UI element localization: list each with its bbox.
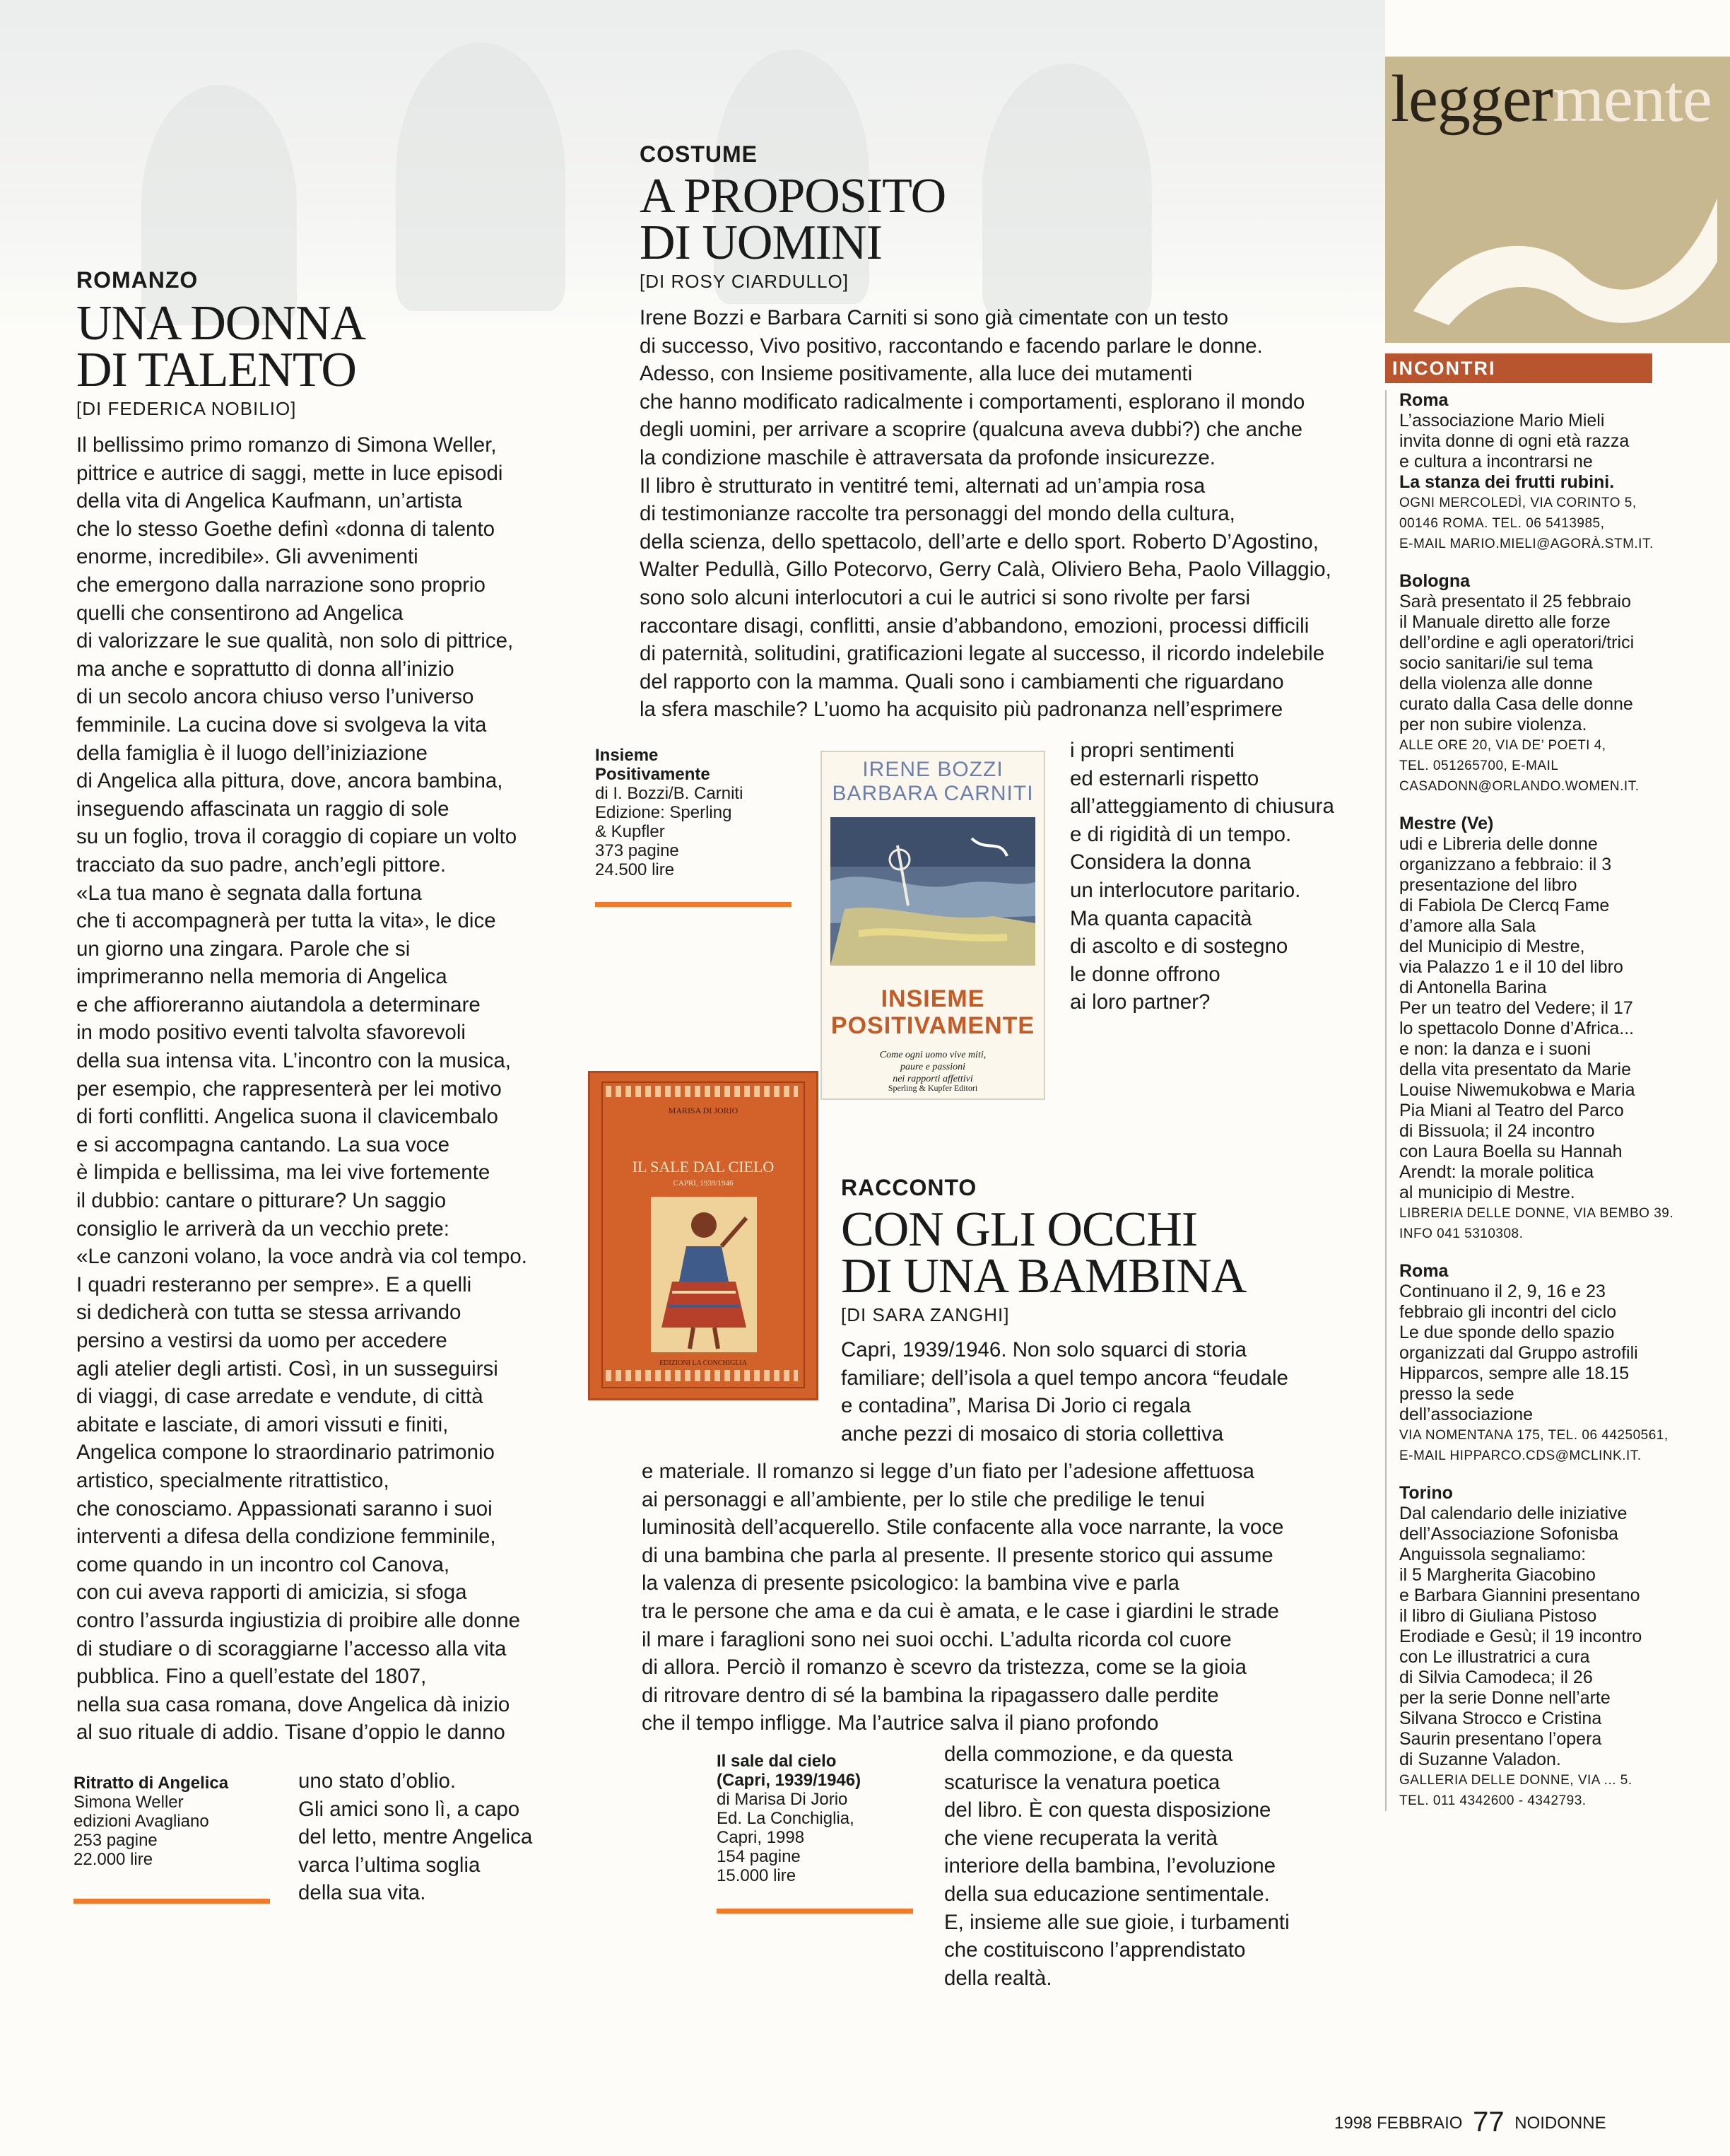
- event-line: Per un teatro del Vedere; il 17: [1399, 998, 1633, 1018]
- body-line: I quadri resteranno per sempre». E a quelli: [76, 1272, 472, 1296]
- book-info: [73, 1774, 271, 1869]
- event-contact: VIA NOMENTANA 175, TEL. 06 44250561,: [1399, 1428, 1669, 1443]
- cover-painting: [830, 817, 1035, 966]
- event-line: socio sanitari/ie sul tema: [1399, 653, 1593, 673]
- event-line: Dal calendario delle iniziative: [1399, 1504, 1628, 1523]
- body-line: e si accompagna cantando. La sua voce: [76, 1132, 450, 1156]
- body-line: di una bambina che parla al presente. Il presente storico qui assume: [642, 1543, 1273, 1567]
- cover-subtitle: Come ogni uomo vive miti,: [879, 1050, 987, 1060]
- article-byline: [DI FEDERICA NOBILIO]: [76, 398, 297, 419]
- body-line: Adesso, con Insieme positivamente, alla luce dei mutamenti: [640, 362, 1193, 386]
- body-line: tra le persone che ama e da cui è amata, e le case i giardini le strade: [642, 1599, 1279, 1623]
- body-line: che hanno modificato radicalmente i comportamenti, esplorano il mondo: [640, 389, 1305, 414]
- body-line: che conosciamo. Appassionati saranno i suoi: [76, 1496, 493, 1521]
- event-line: organizzati dal Gruppo astrofili: [1399, 1343, 1638, 1363]
- body-line: ai personaggi e all’ambiente, per lo stile che predilige le tenui: [642, 1487, 1205, 1511]
- event-line: udi e Libreria delle donne: [1399, 834, 1598, 854]
- body-line: E, insieme alle sue gioie, i turbamenti: [944, 1910, 1290, 1934]
- article-title: [76, 296, 571, 397]
- article-body: [640, 304, 1382, 724]
- event-line: di Silvia Camodeca; il 26: [1399, 1668, 1593, 1687]
- body-line: di studiare o di scoraggiarne l’accesso alla vita: [76, 1636, 507, 1660]
- body-line: di ritrovare dentro di sé la bambina la ripagassero dalle perdite: [642, 1683, 1219, 1707]
- article-kicker: RACCONTO: [841, 1175, 977, 1200]
- body-line: e di rigidità di un tempo.: [1070, 822, 1292, 846]
- cover-title: INSIEME: [881, 985, 985, 1012]
- event-line: organizzano a febbraio: il 3: [1399, 855, 1612, 874]
- body-line: all’atteggiamento di chiusura: [1070, 795, 1334, 819]
- body-line: della realtà.: [944, 1966, 1052, 1990]
- event-line: Arendt: la morale politica: [1399, 1162, 1594, 1182]
- article-body-tail: [944, 1740, 1290, 1992]
- event-contact: E-MAIL HIPPARCO.CDS@MCLINK.IT.: [1399, 1448, 1642, 1463]
- body-line: «Le canzoni volano, la voce andrà via col tempo.: [76, 1245, 527, 1269]
- book-info-line: Ed. La Conchiglia,: [717, 1809, 854, 1828]
- article-title: [640, 169, 1382, 270]
- body-line: Il bellissimo primo romanzo di Simona Weller,: [76, 433, 497, 457]
- event-line: di Fabiola De Clercq Fame: [1399, 896, 1610, 915]
- body-line: della famiglia è il luogo dell’iniziazione: [76, 741, 428, 765]
- accent-bar: [595, 902, 792, 907]
- body-line: sono solo alcuni interlocutori a cui le autrici si sono rivolte per farsi: [640, 585, 1251, 609]
- book-cover-sale: [588, 1071, 818, 1400]
- article-kicker: ROMANZO: [76, 267, 199, 293]
- body-line: Il libro è strutturato in ventitré temi, alternati ad un’ampia rosa: [640, 474, 1206, 498]
- event-line: Silvana Strocco e Cristina: [1399, 1709, 1602, 1728]
- body-line: di valorizzare le sue qualità, non solo di pittrice,: [76, 629, 514, 653]
- event-line: Louise Niwemukobwa e Maria: [1399, 1080, 1635, 1100]
- title-line: CON GLI OCCHI: [841, 1202, 1198, 1257]
- book-title: Insieme: [595, 746, 659, 765]
- body-line: nella sua casa romana, dove Angelica dà inizio: [76, 1692, 510, 1716]
- article-byline: [DI ROSY CIARDULLO]: [640, 271, 849, 292]
- event-contact: INFO 041 5310308.: [1399, 1226, 1524, 1241]
- book-title: Ritratto di Angelica: [73, 1774, 229, 1793]
- event-contact: LIBRERIA DELLE DONNE, VIA BEMBO 39.: [1399, 1206, 1674, 1221]
- book-info-line: Capri, 1998: [717, 1828, 805, 1847]
- book-info-line: 22.000 lire: [73, 1850, 153, 1869]
- body-line: la condizione maschile è attraversata da profonde insicurezze.: [640, 445, 1216, 469]
- event-contact: E-MAIL MARIO.MIELI@AGORÀ.STM.IT.: [1399, 537, 1654, 551]
- body-line: della sua vita.: [298, 1881, 426, 1905]
- article-body-tail: [1070, 737, 1334, 1017]
- article-costume: [640, 141, 1382, 724]
- event-contact: TEL. 011 4342600 - 4342793.: [1399, 1793, 1587, 1808]
- cover-author: MARISA DI JORIO: [668, 1106, 739, 1115]
- footer-year: 1998: [1334, 2114, 1372, 2133]
- event-line: della vita presentato da Marie: [1399, 1060, 1631, 1079]
- body-line: su un foglio, trova il coraggio di copiare un volto: [76, 825, 517, 849]
- body-line: che ti accompagnerà per tutta la vita», le dice: [76, 909, 496, 933]
- cover-publisher: EDIZIONI LA CONCHIGLIA: [659, 1359, 747, 1367]
- event-city: Bologna: [1399, 571, 1470, 591]
- event-line: il Manuale diretto alle forze: [1399, 612, 1611, 632]
- book-info-line: 253 pagine: [73, 1831, 158, 1850]
- body-line: la sfera maschile? L’uomo ha acquisito più padronanza nell’esprimere: [640, 698, 1283, 722]
- body-line: degli uomini, per arrivare a scoprire (qualcuna aveva dubbi?) che anche: [640, 418, 1302, 442]
- body-line: il dubbio: cantare o pitturare? Un saggio: [76, 1189, 447, 1213]
- body-line: ed esternarli rispetto: [1070, 766, 1259, 790]
- book-info-line: & Kupfler: [595, 822, 665, 841]
- event-line: e non: la danza e i suoni: [1399, 1039, 1591, 1059]
- article-kicker: COSTUME: [640, 141, 758, 167]
- cover-subtitle: paure e passioni: [900, 1062, 966, 1072]
- article-body: [76, 431, 571, 1747]
- body-line: di testimonianze raccolte tra personaggi del mondo della cultura,: [640, 502, 1235, 526]
- article-romanzo: [76, 267, 571, 1747]
- event-line: presso la sede: [1399, 1384, 1514, 1404]
- event-line: Saurin presentano l’opera: [1399, 1729, 1602, 1749]
- body-line: varca l’ultima soglia: [298, 1853, 481, 1877]
- article-body: [841, 1336, 1378, 1448]
- body-line: di forti conflitti. Angelica suona il clavicembalo: [76, 1105, 498, 1129]
- footer-month: FEBBRAIO: [1377, 2114, 1463, 2133]
- body-line: quelli che consentirono ad Angelica: [76, 601, 404, 625]
- event-line: e cultura a incontrarsi ne: [1399, 452, 1593, 471]
- book-info-line: Simona Weller: [73, 1793, 184, 1812]
- event-line: Sarà presentato il 25 febbraio: [1399, 592, 1631, 611]
- body-line: raccontare disagi, conflitti, ansie d’abbandono, emozioni, processi difficili: [640, 614, 1310, 638]
- event-line: via Palazzo 1 e il 10 del libro: [1399, 957, 1623, 977]
- body-line: Ma quanta capacità: [1070, 906, 1252, 930]
- body-line: e contadina”, Marisa Di Jorio ci regala: [841, 1394, 1191, 1418]
- body-line: del rapporto con la mamma. Quali sono i cambiamenti che riguardano: [640, 669, 1284, 693]
- book-title: (Capri, 1939/1946): [717, 1771, 861, 1790]
- event-line: Continuano il 2, 9, 16 e 23: [1399, 1282, 1606, 1301]
- event-line: di Suzanne Valadon.: [1399, 1750, 1561, 1769]
- accent-bar: [73, 1899, 270, 1904]
- event-line: Le due sponde dello spazio: [1399, 1323, 1615, 1342]
- body-line: un interlocutore paritario.: [1070, 878, 1301, 902]
- title-line: DI UOMINI: [640, 216, 882, 270]
- event-line: lo spettacolo Donne d’Africa...: [1399, 1019, 1635, 1038]
- body-line: femminile. La cucina dove si svolgeva la vita: [76, 713, 487, 737]
- body-line: un giorno una zingara. Parole che si: [76, 937, 411, 961]
- body-line: interventi a difesa della condizione femminile,: [76, 1525, 496, 1549]
- article-byline: [DI SARA ZANGHI]: [841, 1304, 1010, 1325]
- tilde-ornament-icon: [1385, 57, 1730, 343]
- body-line: pittrice e autrice di saggi, mette in luce episodi: [76, 461, 503, 485]
- cover-author: BARBARA CARNITI: [832, 782, 1034, 805]
- page-footer: [1334, 2107, 1606, 2138]
- body-line: le donne offrono: [1070, 962, 1220, 986]
- cover-title: IL SALE DAL CIELO: [632, 1158, 775, 1176]
- body-line: Angelica compone lo straordinario patrimonio: [76, 1441, 495, 1465]
- book-info-line: edizioni Avagliano: [73, 1812, 209, 1831]
- body-line: con cui aveva rapporti di amicizia, si sfoga: [76, 1581, 467, 1605]
- title-line: DI TALENTO: [76, 343, 356, 397]
- event-line: Anguissola segnaliamo:: [1399, 1545, 1587, 1564]
- body-line: interiore della bambina, l’evoluzione: [944, 1854, 1276, 1878]
- book-title: Il sale dal cielo: [717, 1752, 837, 1771]
- sidebar-incontri: [1385, 353, 1674, 1811]
- cover-subtitle: nei rapporti affettivi: [893, 1074, 973, 1084]
- accent-bar: [717, 1909, 913, 1914]
- cover-title: POSITIVAMENTE: [830, 1012, 1035, 1039]
- event-line: L’associazione Mario Mieli: [1399, 411, 1605, 430]
- article-racconto: [841, 1175, 1378, 1448]
- cover-author: IRENE BOZZI: [862, 758, 1004, 781]
- body-line: Walter Pedullà, Gillo Potecorvo, Gerry Calà, Oliviero Beha, Paolo Villaggio,: [640, 558, 1331, 582]
- event-line: con Laura Boella su Hannah: [1399, 1142, 1623, 1161]
- body-line: che il tempo infligge. Ma l’autrice salva il piano profondo: [642, 1711, 1159, 1735]
- event-line: febbraio gli incontri del ciclo: [1399, 1302, 1617, 1322]
- event-line: curato dalla Casa delle donne: [1399, 694, 1633, 714]
- event-line: per non subire violenza.: [1399, 715, 1587, 734]
- body-line: luminosità dell’acquerello. Stile confacente alla voce narrante, la voce: [642, 1516, 1284, 1540]
- sidebar-body: [1385, 390, 1674, 1811]
- cover-publisher: Sperling & Kupfer Editori: [888, 1083, 978, 1093]
- book-info-line: 15.000 lire: [717, 1866, 796, 1885]
- event-line: invita donne di ogni età razza: [1399, 431, 1630, 451]
- book-info-line: di I. Bozzi/B. Carniti: [595, 784, 743, 803]
- cover-illustration: [651, 1197, 757, 1352]
- body-line: enorme, incredibile». Gli avvenimenti: [76, 545, 418, 569]
- book-info-line: 154 pagine: [717, 1847, 801, 1866]
- body-line: imprimeranno nella memoria di Angelica: [76, 965, 447, 989]
- body-line: di allora. Perciò il romanzo è scevro da tristezza, come se la gioia: [642, 1656, 1247, 1680]
- book-info: [595, 746, 765, 879]
- body-line: si dedicherà con tutta se stessa arrivando: [76, 1301, 461, 1325]
- cover-subtitle: CAPRI, 1939/1946: [673, 1179, 734, 1188]
- event-city: Mestre (Ve): [1399, 814, 1494, 833]
- event-line: d’amore alla Sala: [1399, 916, 1536, 936]
- brand-word-light: mente: [1552, 62, 1712, 136]
- body-line: di paternità, solitudini, gratificazioni legate al successo, il ricordo indelebile: [640, 642, 1325, 666]
- body-line: pubblica. Fino a quell’estate del 1807,: [76, 1665, 427, 1689]
- body-line: persino a vestirsi da uomo per accedere: [76, 1329, 447, 1352]
- event-contact: GALLERIA DELLE DONNE, VIA ... 5.: [1399, 1773, 1632, 1788]
- body-line: è limpida e bellissima, ma lei vive fortemente: [76, 1161, 490, 1185]
- event-line: di Antonella Barina: [1399, 978, 1547, 997]
- article-body: [642, 1458, 1283, 1738]
- body-line: inseguendo affascinata un raggio di sole: [76, 797, 449, 821]
- footer-magazine: NOIDONNE: [1514, 2114, 1606, 2133]
- event-line: dell’Associazione Sofonisba: [1399, 1524, 1618, 1544]
- event-contact: CASADONN@ORLANDO.WOMEN.IT.: [1399, 779, 1640, 794]
- event-line: il libro di Giuliana Pistoso: [1399, 1606, 1597, 1626]
- book-info-line: di Marisa Di Jorio: [717, 1790, 848, 1809]
- body-line: agli atelier degli artisti. Così, in un susseguirsi: [76, 1357, 498, 1381]
- body-line: di ascolto e di sostegno: [1070, 935, 1288, 959]
- body-line: i propri sentimenti: [1070, 739, 1235, 762]
- body-line: per esempio, che rappresenterà per lei motivo: [76, 1077, 502, 1101]
- body-line: scaturisce la venatura poetica: [944, 1770, 1220, 1794]
- event-line: Pia Miani al Teatro del Parco: [1399, 1101, 1624, 1120]
- event-city: Roma: [1399, 390, 1449, 410]
- body-line: consiglio le arriverà da un vecchio prete:: [76, 1217, 450, 1241]
- body-line: della commozione, e da questa: [944, 1742, 1233, 1766]
- body-line: al suo rituale di addio. Tisane d’oppio le danno: [76, 1721, 505, 1745]
- body-line: anche pezzi di mosaico di storia collettiva: [841, 1422, 1224, 1446]
- body-line: di successo, Vivo positivo, raccontando e facendo parlare le donne.: [640, 334, 1263, 358]
- body-line: artistico, specialmente ritrattistico,: [76, 1468, 389, 1492]
- body-line: del letto, mentre Angelica: [298, 1825, 533, 1849]
- body-line: e materiale. Il romanzo si legge d’un fiato per l’adesione affettuosa: [642, 1460, 1254, 1483]
- body-line: che emergono dalla narrazione sono proprio: [76, 573, 486, 597]
- body-line: di viaggi, di case arredate e vendute, di città: [76, 1385, 483, 1409]
- title-line: UNA DONNA: [76, 296, 366, 351]
- body-line: abitate e lasciate, di amori vissuti e finiti,: [76, 1412, 449, 1436]
- body-line: della vita di Angelica Kaufmann, un’artista: [76, 489, 463, 513]
- event-city: Torino: [1399, 1483, 1453, 1503]
- book-info-line: 24.500 lire: [595, 860, 675, 879]
- book-title: Positivamente: [595, 765, 710, 784]
- body-line: come quando in un incontro col Canova,: [76, 1552, 450, 1576]
- body-line: del libro. È con questa disposizione: [944, 1798, 1271, 1822]
- body-line: della sua intensa vita. L’incontro con la musica,: [76, 1049, 511, 1073]
- event-line: dell’ordine e agli operatori/trici: [1399, 633, 1635, 652]
- event-line: di Bissuola; il 24 incontro: [1399, 1121, 1595, 1141]
- body-line: contro l’assurda ingiustizia di proibire alle donne: [76, 1608, 521, 1632]
- body-line: ai loro partner?: [1070, 990, 1211, 1014]
- body-line: ma anche e soprattutto di donna all’inizio: [76, 657, 454, 681]
- body-line: e che affioreranno aiutandola a determinare: [76, 992, 481, 1017]
- event-contact: 00146 ROMA. TEL. 06 5413985,: [1399, 516, 1605, 531]
- event-line: del Municipio di Mestre,: [1399, 937, 1585, 956]
- event-line: al municipio di Mestre.: [1399, 1183, 1575, 1202]
- body-line: la valenza di presente psicologico: la bambina vive e parla: [642, 1571, 1179, 1595]
- section-brand: [1385, 57, 1730, 343]
- event-line: con Le illustratrici a cura: [1399, 1647, 1590, 1667]
- event-line: presentazione del libro: [1399, 875, 1577, 895]
- book-info-line: 373 pagine: [595, 841, 679, 860]
- body-line: tracciato da suo padre, anch’egli pittore.: [76, 853, 447, 877]
- event-line: e Barbara Giannini presentano: [1399, 1586, 1640, 1605]
- event-contact: ALLE ORE 20, VIA DE’ POETI 4,: [1399, 738, 1606, 753]
- body-line: «La tua mano è segnata dalla fortuna: [76, 881, 422, 905]
- event-title: La stanza dei frutti rubini.: [1399, 472, 1615, 492]
- sidebar-heading: INCONTRI: [1385, 353, 1652, 383]
- event-contact: OGNI MERCOLEDÌ, VIA CORINTO 5,: [1399, 496, 1637, 510]
- event-line: il 5 Margherita Giacobino: [1399, 1565, 1596, 1585]
- event-contact: TEL. 051265700, E-MAIL: [1399, 758, 1559, 773]
- body-line: Capri, 1939/1946. Non solo squarci di storia: [841, 1338, 1247, 1361]
- body-line: familiare; dell’isola a quel tempo ancora “feudale: [841, 1366, 1288, 1390]
- event-line: della violenza alle donne: [1399, 674, 1593, 693]
- page-number: 77: [1473, 2107, 1505, 2138]
- book-cover-insieme: [820, 751, 1045, 1100]
- book-info: [717, 1752, 914, 1885]
- event-line: per la serie Donne nell’arte: [1399, 1688, 1611, 1708]
- event-line: Erodiade e Gesù; il 19 incontro: [1399, 1627, 1642, 1646]
- body-line: il mare i faraglioni sono nei suoi occhi. L’adulta ricorda col cuore: [642, 1627, 1232, 1651]
- book-info-line: Edizione: Sperling: [595, 803, 732, 822]
- body-line: Irene Bozzi e Barbara Carniti si sono già cimentate con un testo: [640, 306, 1229, 329]
- body-line: uno stato d’oblio.: [298, 1769, 457, 1793]
- body-line: che costituiscono l’apprendistato: [944, 1938, 1246, 1962]
- body-line: di Angelica alla pittura, dove, ancora bambina,: [76, 769, 503, 793]
- body-line: della scienza, dello spettacolo, dell’arte e dello sport. Roberto D’Agostino,: [640, 529, 1319, 553]
- body-line: di un secolo ancora chiuso verso l’universo: [76, 685, 474, 709]
- title-line: A PROPOSITO: [640, 169, 946, 223]
- body-line: Considera la donna: [1070, 850, 1251, 874]
- title-line: DI UNA BAMBINA: [841, 1249, 1247, 1303]
- body-line: che viene recuperata la verità: [944, 1826, 1218, 1850]
- event-line: Hipparcos, sempre alle 18.15: [1399, 1364, 1630, 1383]
- body-line: in modo positivo eventi talvolta sfavorevoli: [76, 1021, 466, 1045]
- body-line: che lo stesso Goethe definì «donna di talento: [76, 517, 495, 541]
- body-line: della sua educazione sentimentale.: [944, 1882, 1270, 1906]
- event-line: dell’associazione: [1399, 1405, 1534, 1424]
- article-title: [841, 1202, 1378, 1303]
- brand-word-dark: legger: [1391, 62, 1553, 136]
- body-line: Gli amici sono lì, a capo: [298, 1797, 520, 1821]
- event-city: Roma: [1399, 1261, 1449, 1281]
- article-body-tail: [298, 1767, 532, 1907]
